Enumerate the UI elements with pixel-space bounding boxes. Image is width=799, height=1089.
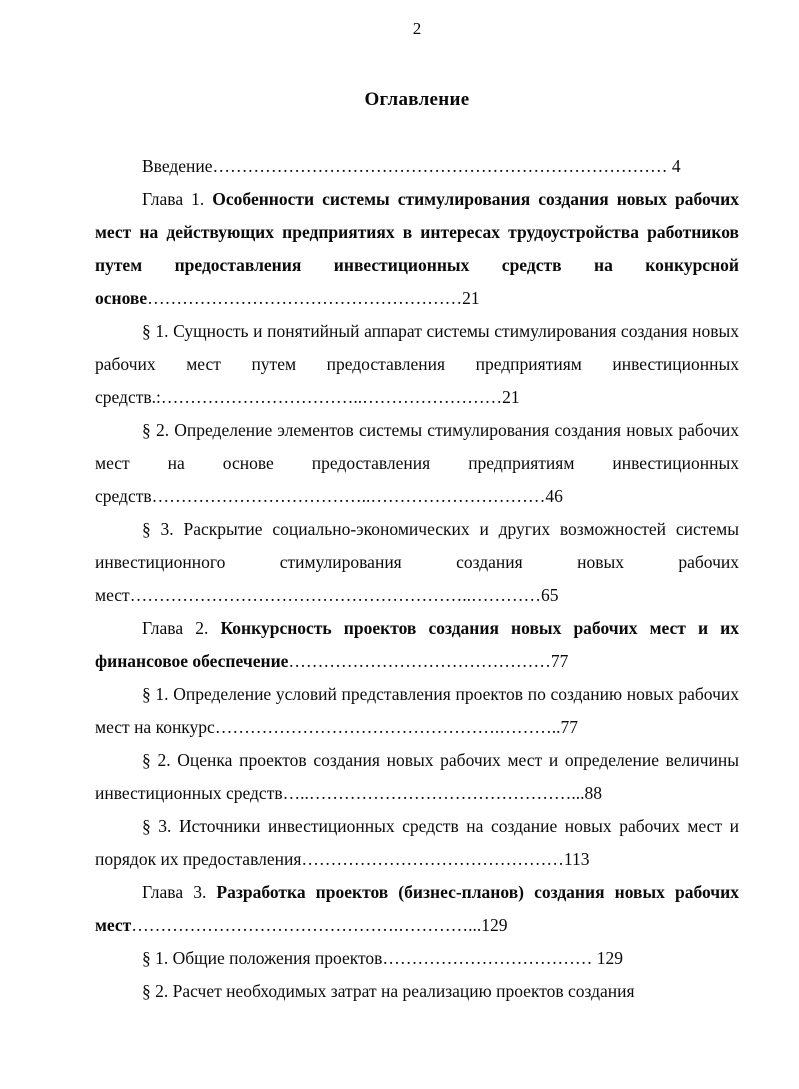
- toc-entry: [95, 183, 739, 315]
- page-title: Оглавление: [364, 89, 470, 110]
- toc-page-ref: 77: [560, 717, 578, 737]
- toc-dot-leader: …..………………………………………...: [282, 783, 585, 803]
- toc-dot-leader: ………………………………………….………..: [214, 717, 561, 737]
- toc-page-ref: 4: [667, 156, 681, 176]
- toc-entry-bold-text: Особенности системы стимулирования создания новых рабочих мест на действующих предприятиях в интересах трудоустройства работников путем предоставления инвестиционных средств на конкурсной основе: [95, 189, 739, 308]
- toc-dot-leader: ………………………………: [382, 948, 593, 968]
- toc-dot-leader: ……………………………..……………………: [160, 387, 503, 407]
- toc-entry: [95, 150, 739, 183]
- toc-entry-text: § 3. Раскрытие социально-экономических и других возможностей системы инвестиционного стимулирования создания новых рабочих мест: [95, 519, 739, 605]
- toc-dot-leader: ………………………………..…………………………: [151, 486, 546, 506]
- toc-entry-text: Глава 3.: [142, 882, 217, 902]
- toc-entry: [95, 810, 739, 876]
- toc-entry: [95, 942, 739, 975]
- toc-page-ref: 21: [502, 387, 520, 407]
- toc-entry: [95, 315, 739, 414]
- toc-dot-leader: ………………………………………………: [147, 288, 463, 308]
- toc-dot-leader: ……………………………………………………………………: [212, 156, 668, 176]
- toc-dot-leader: ………………………………………: [288, 651, 551, 671]
- toc-entry-text: Глава 2.: [142, 618, 221, 638]
- toc-entry-text: § 2. Расчет необходимых затрат на реализацию проектов создания: [142, 981, 635, 1001]
- toc-page-ref: 88: [584, 783, 602, 803]
- toc-page-ref: 46: [545, 486, 563, 506]
- toc-entry: [95, 876, 739, 942]
- toc-entry-text: § 2. Оценка проектов создания новых рабочих мест и определение величины инвестиционных средств: [95, 750, 739, 803]
- toc-page-ref: 129: [481, 915, 508, 935]
- toc-page-ref: 113: [563, 849, 590, 869]
- toc-entry-text: Введение: [142, 156, 213, 176]
- toc-page-ref: 21: [462, 288, 480, 308]
- toc-entry: [95, 975, 739, 1008]
- table-of-contents: [95, 150, 739, 1008]
- toc-entry-text: § 1. Общие положения проектов: [142, 948, 383, 968]
- toc-dot-leader: ………………………………………: [301, 849, 564, 869]
- toc-entry-bold-text: Конкурсность проектов создания новых рабочих мест и их финансовое обеспечение: [95, 618, 739, 671]
- toc-entry: [95, 513, 739, 612]
- toc-page-ref: 77: [550, 651, 569, 671]
- toc-dot-leader: …………………………………………………..…………: [129, 585, 541, 605]
- toc-page-ref: 129: [592, 948, 624, 968]
- toc-entry: [95, 612, 739, 678]
- toc-entry-text: § 2. Определение элементов системы стимулирования создания новых рабочих мест на основе предоставления предприятиям инвестиционных средств: [95, 420, 739, 506]
- page-number: 2: [412, 19, 422, 38]
- toc-page-ref: 65: [540, 585, 559, 605]
- toc-dot-leader: ……………………………………….…………...: [131, 915, 482, 935]
- toc-entry-bold-text: Разработка проектов (бизнес-планов) создания новых рабочих мест: [95, 882, 739, 935]
- toc-entry: [95, 414, 739, 513]
- toc-entry: [95, 744, 739, 810]
- toc-entry: [95, 678, 739, 744]
- toc-entry-text: § 3. Источники инвестиционных средств на создание новых рабочих мест и порядок их предоставления: [95, 816, 739, 869]
- toc-entry-text: § 1. Сущность и понятийный аппарат системы стимулирования создания новых рабочих мест путем предоставления предприятиям инвестиционных средств.:: [95, 321, 739, 407]
- toc-entry-text: § 1. Определение условий представления проектов по созданию новых рабочих мест на конкурс: [95, 684, 739, 737]
- toc-entry-text: Глава 1.: [142, 189, 213, 209]
